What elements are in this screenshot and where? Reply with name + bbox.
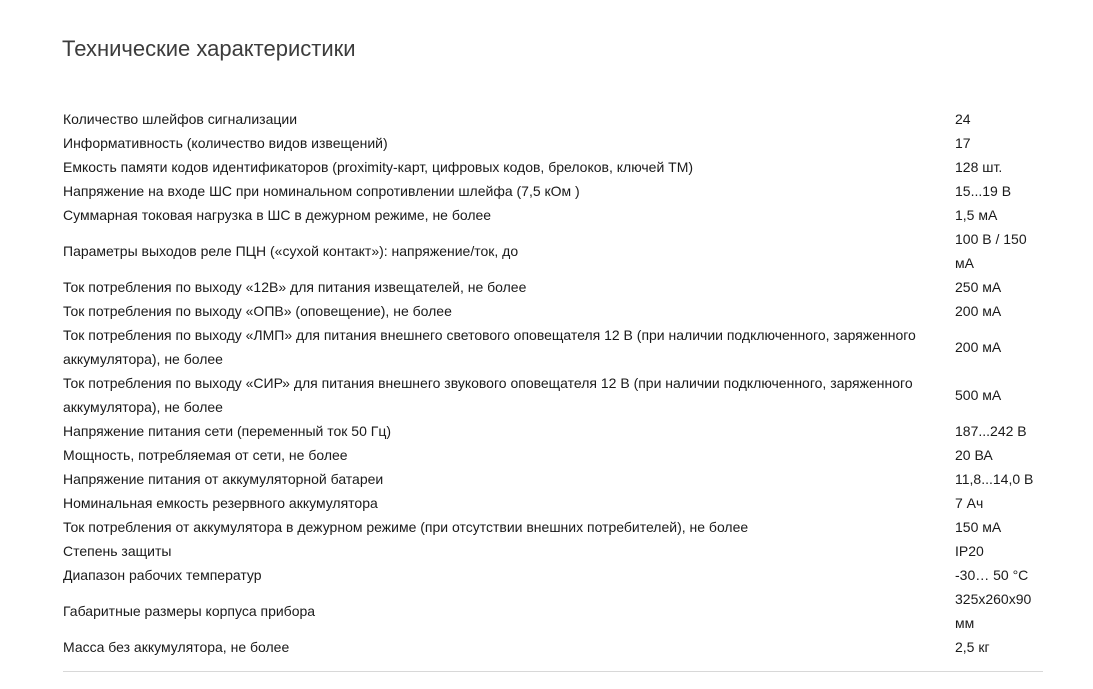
spec-row <box>63 275 1043 299</box>
spec-value: 325х260х90 мм <box>955 591 1032 631</box>
specs-table <box>63 107 1043 659</box>
spec-value: 250 мА <box>955 279 1002 295</box>
spec-label: Диапазон рабочих температур <box>63 567 262 583</box>
spec-value: 200 мА <box>955 303 1002 319</box>
spec-value: 150 мА <box>955 519 1002 535</box>
spec-value: 2,5 кг <box>955 639 990 655</box>
spec-value: 24 <box>955 111 971 127</box>
spec-row <box>63 563 1043 587</box>
spec-label: Информативность (количество видов извещений) <box>63 135 388 151</box>
spec-label: Ток потребления по выходу «12В» для питания извещателей, не более <box>63 279 527 295</box>
spec-value: 20 ВА <box>955 447 993 463</box>
spec-label: Мощность, потребляемая от сети, не более <box>63 447 348 463</box>
spec-value: 128 шт. <box>955 159 1003 175</box>
spec-row <box>63 491 1043 515</box>
bottom-divider <box>63 671 1043 672</box>
spec-row <box>63 467 1043 491</box>
spec-row <box>63 131 1043 155</box>
spec-row <box>63 299 1043 323</box>
spec-row <box>63 515 1043 539</box>
spec-label: Габаритные размеры корпуса прибора <box>63 603 316 619</box>
spec-label: Напряжение питания сети (переменный ток 50 Гц) <box>63 423 392 439</box>
spec-row <box>63 179 1043 203</box>
spec-row <box>63 371 1043 419</box>
spec-value: 200 мА <box>955 339 1002 355</box>
spec-value: 100 В / 150 мА <box>955 231 1027 271</box>
spec-row <box>63 323 1043 371</box>
spec-label: Количество шлейфов сигнализации <box>63 111 298 127</box>
spec-label: Степень защиты <box>63 543 172 559</box>
spec-row <box>63 419 1043 443</box>
spec-value: 17 <box>955 135 971 151</box>
spec-value: 11,8...14,0 В <box>955 471 1034 487</box>
spec-value: 500 мА <box>955 387 1002 403</box>
spec-value: 15...19 В <box>955 183 1012 199</box>
spec-row <box>63 227 1043 275</box>
spec-label: Параметры выходов реле ПЦН («сухой контакт»): напряжение/ток, до <box>63 243 519 259</box>
spec-row <box>63 539 1043 563</box>
spec-row <box>63 203 1043 227</box>
page-title: Технические характеристики <box>62 36 356 61</box>
spec-label: Напряжение на входе ШС при номинальном сопротивлении шлейфа (7,5 кОм ) <box>63 183 580 199</box>
spec-label: Ток потребления по выходу «ЛМП» для питания внешнего светового оповещателя 12 В (при наличии подключенного, заряженного аккумулятора), не более <box>63 327 916 367</box>
spec-label: Номинальная емкость резервного аккумулятора <box>63 495 378 511</box>
spec-value: IP20 <box>955 543 984 559</box>
spec-label: Суммарная токовая нагрузка в ШС в дежурном режиме, не более <box>63 207 492 223</box>
spec-label: Напряжение питания от аккумуляторной батареи <box>63 471 384 487</box>
spec-row <box>63 443 1043 467</box>
spec-label: Ток потребления от аккумулятора в дежурном режиме (при отсутствии внешних потребителей), не более <box>63 519 749 535</box>
spec-label: Ток потребления по выходу «ОПВ» (оповещение), не более <box>63 303 452 319</box>
spec-row <box>63 635 1043 659</box>
spec-row <box>63 587 1043 635</box>
spec-label: Ток потребления по выходу «СИР» для питания внешнего звукового оповещателя 12 В (при наличии подключенного, заряженного аккумулятора), не более <box>63 375 913 415</box>
spec-value: 1,5 мА <box>955 207 998 223</box>
spec-row <box>63 155 1043 179</box>
spec-value: 187...242 В <box>955 423 1027 439</box>
spec-value: 7 Ач <box>955 495 984 511</box>
spec-row <box>63 107 1043 131</box>
spec-value: -30… 50 °С <box>955 567 1029 583</box>
spec-label: Масса без аккумулятора, не более <box>63 639 290 655</box>
spec-label: Емкость памяти кодов идентификаторов (proximity-карт, цифровых кодов, брелоков, ключей ТМ) <box>63 159 694 175</box>
